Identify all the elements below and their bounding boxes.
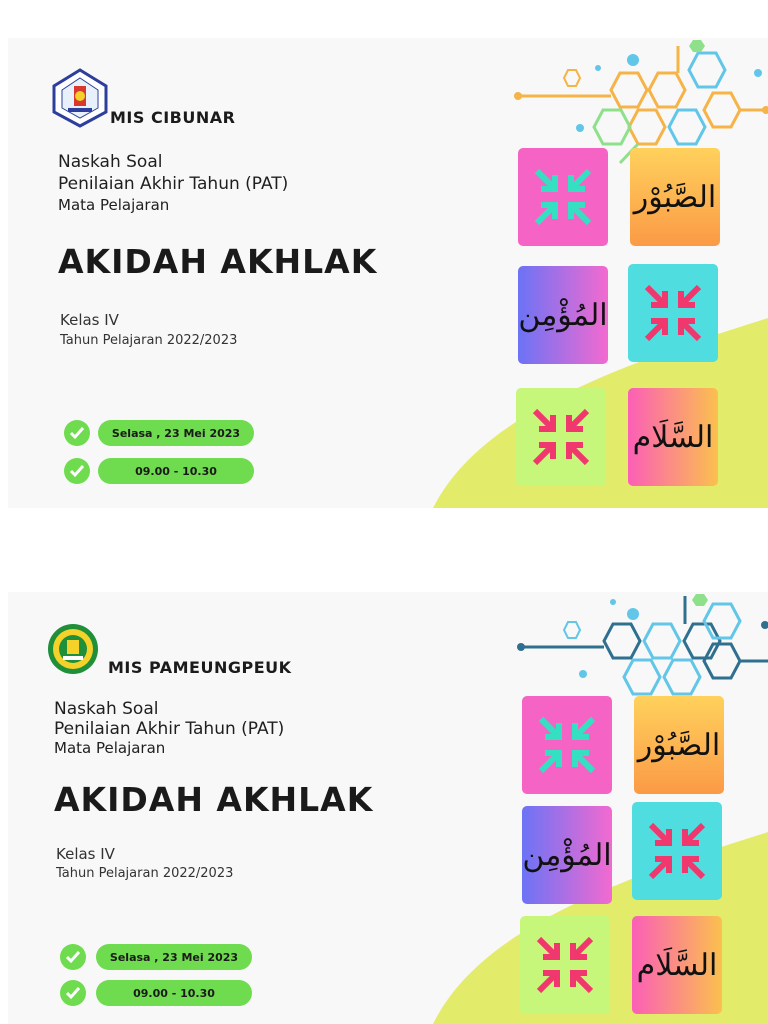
arabic-as-salam: السَّلَام: [636, 947, 718, 983]
arabic-as-sabur: الصَّبُوْر: [633, 179, 717, 215]
subject-title: AKIDAH AKHLAK: [58, 242, 378, 281]
doc-title-line2: Penilaian Akhir Tahun (PAT): [58, 174, 289, 194]
time-check-icon: [64, 458, 90, 484]
school-name: MIS CIBUNAR: [110, 108, 236, 127]
converging-arrows-icon: [531, 407, 591, 467]
date-check-icon: [60, 944, 86, 970]
arabic-as-salam: السَّلَام: [632, 419, 714, 455]
class-label: Kelas IV: [60, 311, 119, 329]
academic-year-label: Tahun Pelajaran 2022/2023: [56, 866, 234, 881]
arabic-al-mumin: المُؤْمِن: [518, 297, 608, 333]
arrows-tile-pink: [522, 696, 612, 794]
arabic-al-mumin: المُؤْمِن: [522, 837, 612, 873]
asma-tile-as-sabur: [630, 148, 720, 246]
doc-title-line3: Mata Pelajaran: [58, 196, 170, 214]
date-check-icon: [64, 420, 90, 446]
doc-title-line1: Naskah Soal: [54, 699, 159, 719]
arabic-as-sabur: الصَّبُوْر: [637, 727, 721, 763]
converging-arrows-icon: [647, 821, 707, 881]
exam-time-badge: 09.00 - 10.30: [98, 458, 254, 484]
cover-card-cibunar: [8, 38, 768, 508]
arrows-tile-lime: [520, 916, 610, 1014]
time-check-icon: [60, 980, 86, 1006]
cover-card-pameungpeuk: [8, 592, 768, 1024]
academic-year-label: Tahun Pelajaran 2022/2023: [60, 333, 238, 348]
arrows-tile-cyan: [628, 264, 718, 362]
arrows-tile-lime: [516, 388, 606, 486]
doc-title-line3: Mata Pelajaran: [54, 739, 166, 757]
asma-tile-al-mumin: [518, 266, 608, 364]
asma-tile-al-mumin: [522, 806, 612, 904]
converging-arrows-icon: [535, 935, 595, 995]
converging-arrows-icon: [537, 715, 597, 775]
converging-arrows-icon: [643, 283, 703, 343]
converging-arrows-icon: [533, 167, 593, 227]
arrows-tile-cyan: [632, 802, 722, 900]
school-name: MIS PAMEUNGPEUK: [108, 658, 292, 677]
doc-title-line1: Naskah Soal: [58, 152, 163, 172]
exam-time-badge: 09.00 - 10.30: [96, 980, 252, 1006]
doc-title-line2: Penilaian Akhir Tahun (PAT): [54, 719, 285, 739]
arrows-tile-pink: [518, 148, 608, 246]
asma-tile-as-salam: [632, 916, 722, 1014]
asma-tile-as-salam: [628, 388, 718, 486]
asma-tile-as-sabur: [634, 696, 724, 794]
exam-date-badge: Selasa , 23 Mei 2023: [96, 944, 252, 970]
class-label: Kelas IV: [56, 845, 115, 863]
school-logo-icon: [50, 68, 110, 128]
school-logo-icon: [46, 622, 100, 676]
exam-date-badge: Selasa , 23 Mei 2023: [98, 420, 254, 446]
hexagon-network-decoration: [513, 592, 768, 702]
subject-title: AKIDAH AKHLAK: [54, 780, 374, 819]
